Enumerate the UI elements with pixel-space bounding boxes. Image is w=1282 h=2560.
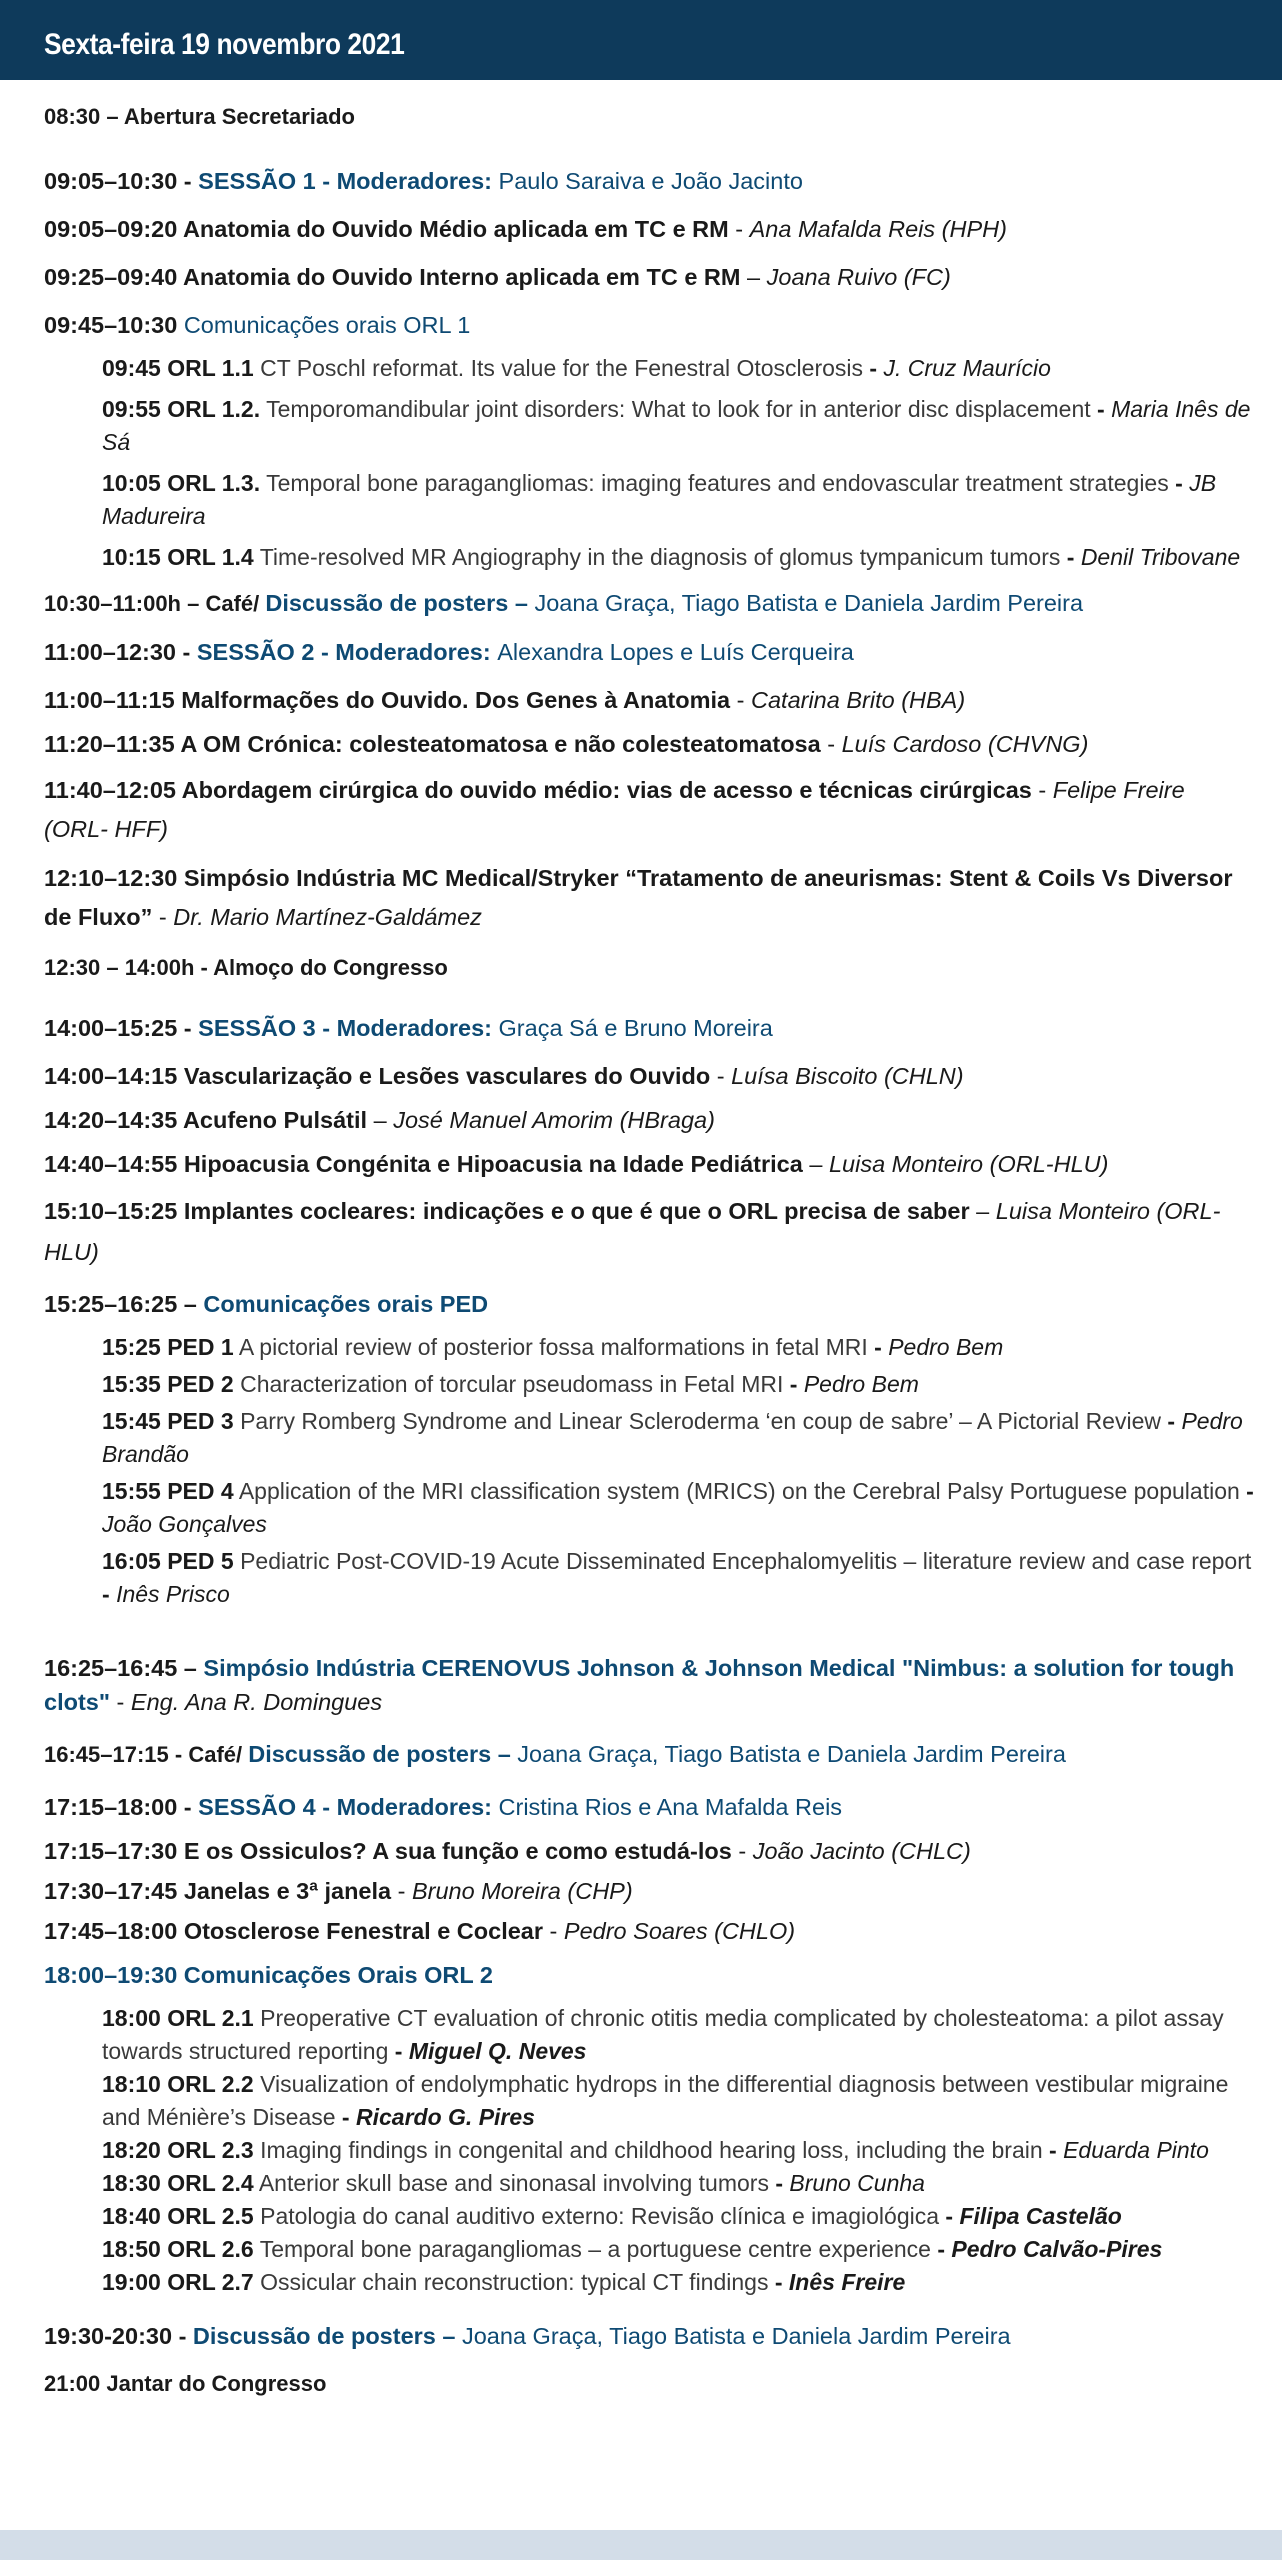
item-text: Ossicular chain reconstruction: typical CT findings xyxy=(253,2269,769,2295)
item-sep: - xyxy=(783,1371,804,1397)
posters-names: Joana Graça, Tiago Batista e Daniela Jardim Pereira xyxy=(534,590,1084,616)
posters-row xyxy=(44,2319,1254,2353)
orl2-header xyxy=(44,1958,1254,1992)
talk-row xyxy=(44,1191,1254,1273)
talk-row xyxy=(44,1914,1254,1948)
talk-author: João Jacinto (CHLC) xyxy=(752,1838,971,1864)
item-text: Temporal bone paragangliomas – a portuguese centre experience xyxy=(253,2236,931,2262)
talk-row xyxy=(44,1834,1254,1868)
talk-time: 11:00–11:15 xyxy=(44,687,182,713)
talk-author: Dr. Mario Martínez-Galdámez xyxy=(173,904,482,930)
talk-title: Hipoacusia Congénita e Hipoacusia na Idade Pediátrica xyxy=(183,1151,803,1177)
item-text: Application of the MRI classification system (MRICS) on the Cerebral Palsy Portuguese population xyxy=(233,1478,1240,1504)
item-author: Denil Tribovane xyxy=(1080,544,1241,570)
talk-title: Simpósio Indústria MC Medical/Stryker “Tratamento de aneurismas: Stent & Coils Vs Diversor de Fluxo” xyxy=(44,865,1233,930)
programme xyxy=(44,100,1254,2415)
talk-row xyxy=(44,771,1254,849)
talk-title: A OM Crónica: colesteatomatosa e não colesteatomatosa xyxy=(180,731,821,757)
item-sep: - xyxy=(874,1334,889,1360)
ped-item xyxy=(102,1368,1254,1401)
item-author: Maria Inês de Sá xyxy=(102,396,1251,455)
talk-time: 14:20–14:35 xyxy=(44,1107,183,1133)
item-code: 15:45 PED 3 xyxy=(102,1408,234,1434)
talk-sep: - xyxy=(728,216,750,242)
item-author: J. Cruz Maurício xyxy=(883,355,1051,381)
item-sep: - xyxy=(939,2203,960,2229)
talk-author: Ana Mafalda Reis (HPH) xyxy=(749,216,1007,242)
talk-time: 14:40–14:55 xyxy=(44,1151,184,1177)
coffee-break-row xyxy=(44,1737,1254,1772)
session-label: SESSÃO 4 - Moderadores: xyxy=(198,1794,499,1820)
talk-title: E os Ossiculos? A sua função e como estudá-los xyxy=(183,1838,732,1864)
posters-names: Joana Graça, Tiago Batista e Daniela Jardim Pereira xyxy=(517,1741,1066,1767)
dinner-row xyxy=(44,2367,1254,2401)
section-label: 18:00–19:30 Comunicações Orais ORL 2 xyxy=(44,1962,493,1988)
item-author: Filipa Castelão xyxy=(959,2203,1122,2229)
talk-title: Anatomia do Ouvido Interno aplicada em TC e RM xyxy=(182,264,741,290)
talk-author: Felipe Freire (ORL- HFF) xyxy=(44,777,1185,842)
item-sep: - xyxy=(1090,396,1112,422)
talk-title: Malformações do Ouvido. Dos Genes à Anatomia xyxy=(181,687,731,713)
session-label: SESSÃO 2 - Moderadores: xyxy=(196,639,498,665)
symposium-title: Simpósio Indústria CERENOVUS Johnson & Johnson Medical "Nimbus: a solution for tough clots" xyxy=(44,1655,1235,1715)
talk-time: 11:40–12:05 xyxy=(44,777,182,803)
item-code: 18:20 ORL 2.3 xyxy=(102,2137,254,2163)
section-time: 15:25–16:25 – xyxy=(44,1291,204,1317)
coffee-break-row xyxy=(44,586,1254,621)
item-sep: - xyxy=(863,355,884,381)
item-sep: - xyxy=(1168,470,1190,496)
talk-title: Anatomia do Ouvido Médio aplicada em TC e RM xyxy=(182,216,729,242)
posters-time: 19:30-20:30 - xyxy=(44,2323,193,2349)
lunch-text: 12:30 – 14:00h - Almoço do Congresso xyxy=(44,955,448,980)
item-text: Pediatric Post-COVID-19 Acute Disseminated Encephalomyelitis – literature review and case report xyxy=(233,1548,1252,1574)
talk-title: Abordagem cirúrgica do ouvido médio: vias de acesso e técnicas cirúrgicas xyxy=(181,777,1032,803)
talk-title: Vascularização e Lesões vasculares do Ouvido xyxy=(183,1063,711,1089)
item-author: Bruno Cunha xyxy=(789,2170,925,2196)
talk-author: Luisa Monteiro (ORL-HLU) xyxy=(44,1198,1221,1265)
talk-author: Bruno Moreira (CHP) xyxy=(411,1878,633,1904)
item-text: Preoperative CT evaluation of chronic otitis media complicated by cholesteatoma: a pilot assay towards structured reporting xyxy=(102,2005,1224,2064)
item-code: 10:05 ORL 1.3. xyxy=(102,470,261,496)
item-code: 15:25 PED 1 xyxy=(102,1334,234,1360)
dinner-text: 21:00 Jantar do Congresso xyxy=(44,2371,327,2396)
posters-label: Discussão de posters – xyxy=(192,2323,462,2349)
item-text: CT Poschl reformat. Its value for the Fenestral Otosclerosis xyxy=(253,355,864,381)
talk-time: 17:15–17:30 xyxy=(44,1838,184,1864)
orl1-item xyxy=(102,352,1254,385)
item-text: Parry Romberg Syndrome and Linear Scleroderma ‘en coup de sabre’ – A Pictorial Review xyxy=(233,1408,1161,1434)
item-sep: - xyxy=(768,2269,789,2295)
item-sep: - xyxy=(1239,1478,1254,1504)
talk-row xyxy=(44,727,1254,761)
talk-author: Luís Cardoso (CHVNG) xyxy=(841,731,1089,757)
talk-title: Acufeno Pulsátil xyxy=(182,1107,368,1133)
item-code: 15:35 PED 2 xyxy=(102,1371,234,1397)
item-text: Time-resolved MR Angiography in the diagnosis of glomus tympanicum tumors xyxy=(253,544,1061,570)
item-author: Eduarda Pinto xyxy=(1063,2137,1209,2163)
session-moderators: Cristina Rios e Ana Mafalda Reis xyxy=(498,1794,843,1820)
session-moderators: Alexandra Lopes e Luís Cerqueira xyxy=(497,639,854,665)
orl1-item xyxy=(102,541,1254,574)
item-code: 18:50 ORL 2.6 xyxy=(102,2236,254,2262)
item-sep: - xyxy=(768,2170,790,2196)
item-author: Miguel Q. Neves xyxy=(408,2038,587,2064)
item-author: Pedro Bem xyxy=(888,1334,1004,1360)
talk-sep: – xyxy=(367,1107,394,1133)
item-text: Characterization of torcular pseudomass in Fetal MRI xyxy=(233,1371,784,1397)
item-code: 18:40 ORL 2.5 xyxy=(102,2203,254,2229)
talk-row xyxy=(44,260,1254,294)
item-code: 19:00 ORL 2.7 xyxy=(102,2269,254,2295)
item-text: Temporal bone paragangliomas: imaging features and endovascular treatment strategies xyxy=(260,470,1169,496)
section-label: Comunicações orais PED xyxy=(203,1291,489,1317)
item-sep: - xyxy=(102,1581,117,1607)
item-author: Inês Prisco xyxy=(116,1581,230,1607)
talk-title: Otosclerose Fenestral e Coclear xyxy=(183,1918,544,1944)
talk-row xyxy=(44,1059,1254,1093)
orl2-item xyxy=(102,2266,1254,2299)
talk-author: Catarina Brito (HBA) xyxy=(751,687,966,713)
talk-time: 12:10–12:30 xyxy=(44,865,184,891)
talk-sep: - xyxy=(731,1838,753,1864)
session-time: 11:00–12:30 - xyxy=(44,639,197,665)
talk-row xyxy=(44,1147,1254,1181)
item-author: Pedro Brandão xyxy=(102,1408,1243,1467)
session-4-row xyxy=(44,1790,1254,1824)
orl1-header xyxy=(44,308,1254,342)
talk-time: 15:10–15:25 xyxy=(44,1198,184,1224)
session-time: 17:15–18:00 - xyxy=(44,1794,199,1820)
talk-time: 11:20–11:35 xyxy=(44,731,181,757)
orl2-item xyxy=(102,2134,1254,2167)
posters-names: Joana Graça, Tiago Batista e Daniela Jardim Pereira xyxy=(461,2323,1011,2349)
session-moderators: Graça Sá e Bruno Moreira xyxy=(498,1015,773,1041)
posters-label: Discussão de posters – xyxy=(248,1741,518,1767)
item-sep: - xyxy=(930,2236,952,2262)
orl2-item xyxy=(102,2200,1254,2233)
session-moderators: Paulo Saraiva e João Jacinto xyxy=(498,168,803,194)
talk-author: Luísa Biscoito (CHLN) xyxy=(731,1063,964,1089)
opening-row xyxy=(44,100,1254,134)
talk-row xyxy=(44,1874,1254,1908)
item-author: Inês Freire xyxy=(788,2269,906,2295)
talk-author: José Manuel Amorim (HBraga) xyxy=(393,1107,715,1133)
talk-sep: - xyxy=(1031,777,1053,803)
item-author: João Gonçalves xyxy=(102,1511,267,1537)
item-code: 15:55 PED 4 xyxy=(102,1478,234,1504)
item-text: A pictorial review of posterior fossa malformations in fetal MRI xyxy=(233,1334,875,1360)
symposium-row xyxy=(44,1651,1254,1719)
opening-text: 08:30 – Abertura Secretariado xyxy=(44,104,355,129)
section-label: Comunicações orais ORL 1 xyxy=(183,312,471,338)
talk-title: Implantes cocleares: indicações e o que é que o ORL precisa de saber xyxy=(183,1198,970,1224)
orl1-item xyxy=(102,467,1254,533)
lunch-row xyxy=(44,951,1254,985)
talk-row xyxy=(44,212,1254,246)
session-1-row xyxy=(44,164,1254,198)
item-text: Patologia do canal auditivo externo: Revisão clínica e imagiológica xyxy=(253,2203,940,2229)
ped-item xyxy=(102,1405,1254,1471)
talk-sep: - xyxy=(730,687,751,713)
footer-band xyxy=(0,2530,1282,2560)
talk-sep: - xyxy=(710,1063,732,1089)
item-author: Pedro Calvão-Pires xyxy=(951,2236,1163,2262)
talk-sep: – xyxy=(969,1198,996,1224)
item-code: 18:00 ORL 2.1 xyxy=(102,2005,254,2031)
symposium-author: Eng. Ana R. Domingues xyxy=(130,1689,383,1715)
item-code: 16:05 PED 5 xyxy=(102,1548,234,1574)
orl2-item xyxy=(102,2002,1254,2068)
item-author: Ricardo G. Pires xyxy=(356,2104,535,2130)
talk-author: Pedro Soares (CHLO) xyxy=(563,1918,796,1944)
item-text: Anterior skull base and sinonasal involving tumors xyxy=(253,2170,769,2196)
talk-row xyxy=(44,683,1254,717)
item-sep: - xyxy=(388,2038,409,2064)
item-text: Imaging findings in congenital and childhood hearing loss, including the brain xyxy=(253,2137,1043,2163)
item-author: JB Madureira xyxy=(102,470,1217,529)
talk-sep: – xyxy=(740,264,767,290)
item-code: 09:45 ORL 1.1 xyxy=(102,355,254,381)
talk-sep: - xyxy=(152,904,174,930)
session-time: 09:05–10:30 - xyxy=(44,168,199,194)
talk-author: Luisa Monteiro (ORL-HLU) xyxy=(828,1151,1109,1177)
section-time: 09:45–10:30 xyxy=(44,312,184,338)
item-code: 18:30 ORL 2.4 xyxy=(102,2170,254,2196)
ped-header xyxy=(44,1287,1254,1321)
day-header xyxy=(0,0,1282,80)
symposium-time: 16:25–16:45 – xyxy=(44,1655,204,1681)
talk-author: Joana Ruivo (FC) xyxy=(766,264,951,290)
item-sep: - xyxy=(335,2104,356,2130)
talk-sep: - xyxy=(391,1878,412,1904)
session-2-row xyxy=(44,635,1254,669)
session-label: SESSÃO 3 - Moderadores: xyxy=(198,1015,499,1041)
talk-time: 09:25–09:40 xyxy=(44,264,183,290)
session-time: 14:00–15:25 - xyxy=(44,1015,199,1041)
symposium-sep: - xyxy=(110,1689,131,1715)
orl1-item xyxy=(102,393,1254,459)
item-sep: - xyxy=(1160,1408,1182,1434)
session-3-row xyxy=(44,1011,1254,1045)
ped-item xyxy=(102,1475,1254,1541)
item-code: 18:10 ORL 2.2 xyxy=(102,2071,254,2097)
talk-sep: – xyxy=(802,1151,829,1177)
item-text: Visualization of endolymphatic hydrops in the differential diagnosis between vestibular migraine and Ménière’s Disease xyxy=(102,2071,1229,2130)
talk-title: Janelas e 3ª janela xyxy=(183,1878,392,1904)
talk-row xyxy=(44,859,1254,937)
ped-item xyxy=(102,1545,1254,1611)
talk-sep: - xyxy=(820,731,842,757)
ped-item xyxy=(102,1331,1254,1364)
posters-label: Discussão de posters – xyxy=(265,590,535,616)
talk-time: 17:30–17:45 xyxy=(44,1878,184,1904)
item-author: Pedro Bem xyxy=(803,1371,919,1397)
day-title: Sexta-feira 19 novembro 2021 xyxy=(44,28,405,61)
orl2-item xyxy=(102,2233,1254,2266)
item-sep: - xyxy=(1060,544,1081,570)
item-code: 10:15 ORL 1.4 xyxy=(102,544,254,570)
talk-time: 17:45–18:00 xyxy=(44,1918,184,1944)
session-label: SESSÃO 1 - Moderadores: xyxy=(198,168,499,194)
talk-row xyxy=(44,1103,1254,1137)
item-code: 09:55 ORL 1.2. xyxy=(102,396,261,422)
item-text: Temporomandibular joint disorders: What to look for in anterior disc displacement xyxy=(260,396,1091,422)
talk-sep: - xyxy=(543,1918,564,1944)
coffee-time: 16:45–17:15 - Café/ xyxy=(44,1742,249,1767)
talk-time: 14:00–14:15 xyxy=(44,1063,184,1089)
coffee-time: 10:30–11:00h – Café/ xyxy=(44,591,266,616)
orl2-item xyxy=(102,2167,1254,2200)
item-sep: - xyxy=(1042,2137,1064,2163)
orl2-item xyxy=(102,2068,1254,2134)
talk-time: 09:05–09:20 xyxy=(44,216,183,242)
